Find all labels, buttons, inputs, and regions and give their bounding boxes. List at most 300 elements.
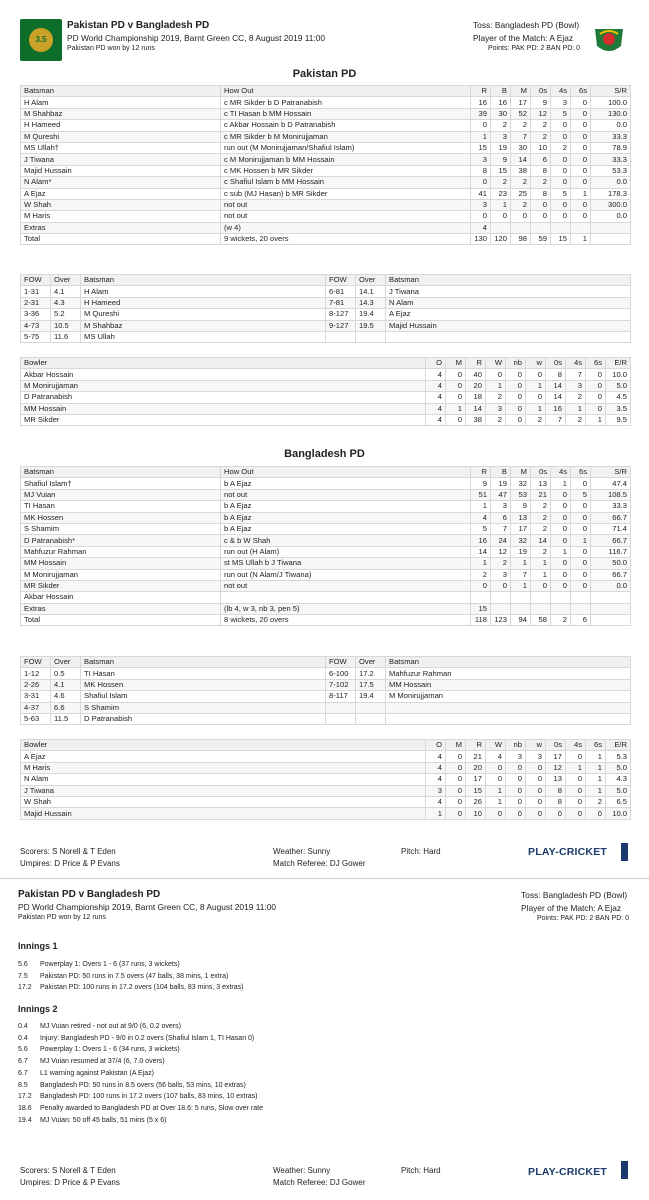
pitch: Pitch: Hard: [401, 847, 441, 856]
stat-cell: 3: [491, 501, 511, 512]
column-header: FOW: [21, 657, 51, 668]
over-number: 6.7: [18, 1069, 28, 1077]
column-header: 6s: [586, 358, 606, 369]
column-header: 0s: [531, 86, 551, 97]
empty-cell: [591, 603, 631, 614]
batsman-name: MJ Vuian: [21, 489, 221, 500]
stat-cell: 0: [446, 762, 466, 773]
stat-cell: 18: [466, 392, 486, 403]
column-header: Bowler: [21, 358, 426, 369]
over-log-item: [18, 1058, 165, 1065]
batsman-name: H Alam: [21, 97, 221, 108]
column-header: 4s: [551, 467, 571, 478]
stat-cell: 2: [526, 414, 546, 425]
fow-cell: 4.3: [51, 297, 81, 308]
stat-cell: 20: [466, 762, 486, 773]
stat-cell: 1: [571, 535, 591, 546]
column-header: 6s: [571, 86, 591, 97]
stat-cell: [571, 592, 591, 603]
stat-cell: 4.3: [606, 774, 631, 785]
column-header: Batsman: [81, 275, 326, 286]
total-cell: Total: [21, 615, 221, 626]
total-cell: 94: [511, 615, 531, 626]
stat-cell: 0: [546, 808, 566, 819]
stat-cell: 0: [446, 796, 466, 807]
stat-cell: 0: [446, 392, 466, 403]
innings1-bowling-table: [20, 357, 631, 426]
fow-cell: H Alam: [81, 286, 326, 297]
stat-cell: 0: [506, 774, 526, 785]
stat-cell: 33.3: [591, 501, 631, 512]
bowling-row: [21, 796, 631, 807]
stat-cell: 14: [471, 546, 491, 557]
stat-cell: 6: [491, 512, 511, 523]
stat-cell: 108.5: [591, 489, 631, 500]
column-header: 4s: [551, 86, 571, 97]
stat-cell: 8: [546, 785, 566, 796]
column-header: M: [511, 86, 531, 97]
how-out: run out (N Alam/J Tiwana): [221, 569, 471, 580]
fow-cell: M Monirujjaman: [386, 691, 631, 702]
column-header: 0s: [546, 358, 566, 369]
innings1-fow-table: [20, 274, 631, 343]
column-header: How Out: [221, 86, 471, 97]
fow-row: [21, 691, 631, 702]
empty-cell: [571, 603, 591, 614]
fow-cell: [356, 331, 386, 342]
stat-cell: 0: [531, 211, 551, 222]
fow-cell: 5-75: [21, 331, 51, 342]
total-cell: 123: [491, 615, 511, 626]
column-header: Over: [51, 657, 81, 668]
stat-cell: [551, 592, 571, 603]
fow-cell: 11.5: [51, 713, 81, 724]
stat-cell: [471, 592, 491, 603]
how-out: b A Ejaz: [221, 478, 471, 489]
fow-cell: Mahfuzur Rahman: [386, 668, 631, 679]
fow-cell: H Hameed: [81, 297, 326, 308]
stat-cell: 3: [471, 154, 491, 165]
stat-cell: 3: [551, 97, 571, 108]
stat-cell: 0: [526, 762, 546, 773]
batsman-name: M Qureshi: [21, 131, 221, 142]
stat-cell: 0: [526, 774, 546, 785]
bowler-name: M Haris: [21, 762, 426, 773]
fow-cell: 0.5: [51, 668, 81, 679]
stat-cell: 4: [426, 403, 446, 414]
stat-cell: 0: [531, 580, 551, 591]
stat-cell: 52: [511, 108, 531, 119]
batting-row: [21, 142, 631, 153]
over-log-item: [18, 984, 244, 991]
stat-cell: 0: [571, 120, 591, 131]
extras-cell: Extras: [21, 222, 221, 233]
batting-row: [21, 188, 631, 199]
stat-cell: 9: [511, 501, 531, 512]
page2-scorers: Scorers: S Norell & T Eden: [20, 1166, 116, 1175]
stat-cell: 0: [586, 369, 606, 380]
stat-cell: 9.5: [606, 414, 631, 425]
stat-cell: 0: [551, 120, 571, 131]
fow-cell: [326, 331, 356, 342]
fow-cell: [356, 702, 386, 713]
fow-row: [21, 713, 631, 724]
stat-cell: 10.0: [606, 369, 631, 380]
fow-row: [21, 297, 631, 308]
stat-cell: 0: [506, 414, 526, 425]
bowling-row: [21, 414, 631, 425]
empty-cell: [531, 603, 551, 614]
over-log-item: [18, 1070, 154, 1077]
stat-cell: 2: [511, 120, 531, 131]
over-event: Bangladesh PD: 50 runs in 8.5 overs (56 balls, 53 mins, 10 extras): [40, 1081, 246, 1089]
fow-row: [21, 668, 631, 679]
column-header: How Out: [221, 467, 471, 478]
stat-cell: 1: [586, 414, 606, 425]
empty-cell: [511, 603, 531, 614]
column-header: R: [471, 467, 491, 478]
stat-cell: 15: [491, 165, 511, 176]
stat-cell: 0: [571, 97, 591, 108]
stat-cell: 33.3: [591, 131, 631, 142]
stat-cell: 14: [466, 403, 486, 414]
over-event: Pakistan PD: 50 runs in 7.5 overs (47 balls, 38 mins, 1 extra): [40, 972, 229, 980]
stat-cell: 47: [491, 489, 511, 500]
total-cell: 59: [531, 234, 551, 245]
column-header: Batsman: [81, 657, 326, 668]
stat-cell: 15: [466, 785, 486, 796]
stat-cell: 1: [571, 188, 591, 199]
batsman-name: J Tiwana: [21, 154, 221, 165]
batsman-name: M Haris: [21, 211, 221, 222]
stat-cell: 0: [571, 211, 591, 222]
batsman-name: N Alam*: [21, 177, 221, 188]
stat-cell: 19: [491, 478, 511, 489]
empty-cell: [491, 222, 511, 233]
batsman-name: TI Hasan: [21, 501, 221, 512]
fow-cell: [326, 702, 356, 713]
bowling-row: [21, 785, 631, 796]
match-title: Pakistan PD v Bangladesh PD: [67, 20, 210, 31]
stat-cell: 3: [506, 751, 526, 762]
column-header: FOW: [326, 275, 356, 286]
stat-cell: 3: [526, 751, 546, 762]
stat-cell: [591, 592, 631, 603]
how-out: run out (M Monirujjaman/Shafiul Islam): [221, 142, 471, 153]
pakistan-team-logo: [20, 19, 62, 61]
stat-cell: 0: [446, 414, 466, 425]
stat-cell: 0.0: [591, 177, 631, 188]
bowler-name: J Tiwana: [21, 785, 426, 796]
extras-row: [21, 603, 631, 614]
stat-cell: 1: [531, 558, 551, 569]
batsman-name: S Shamim: [21, 523, 221, 534]
stat-cell: 23: [491, 188, 511, 199]
fow-cell: [386, 702, 631, 713]
column-header: w: [526, 740, 546, 751]
stat-cell: 10: [466, 808, 486, 819]
bowling-row: [21, 380, 631, 391]
stat-cell: 38: [511, 165, 531, 176]
stat-cell: 78.9: [591, 142, 631, 153]
fow-row: [21, 702, 631, 713]
stat-cell: 7: [491, 523, 511, 534]
empty-cell: [551, 603, 571, 614]
stat-cell: 0: [486, 762, 506, 773]
stat-cell: 0: [506, 369, 526, 380]
page2-play-cricket-logo: PLAY-CRICKET: [528, 1166, 608, 1178]
stat-cell: 0: [571, 177, 591, 188]
stat-cell: 1: [586, 751, 606, 762]
stat-cell: 1: [531, 569, 551, 580]
empty-cell: [571, 222, 591, 233]
fow-cell: S Shamim: [81, 702, 326, 713]
stat-cell: 5: [471, 523, 491, 534]
innings2-bowling-table: [20, 739, 631, 820]
stat-cell: 32: [511, 478, 531, 489]
fow-cell: 3-31: [21, 691, 51, 702]
total-cell: 1: [571, 234, 591, 245]
column-header: Batsman: [386, 275, 631, 286]
fow-cell: D Patranabish: [81, 713, 326, 724]
stat-cell: 19: [511, 546, 531, 557]
column-header: 0s: [546, 740, 566, 751]
batsman-name: A Ejaz: [21, 188, 221, 199]
batting-row: [21, 592, 631, 603]
how-out: st MS Ullah b J Tiwana: [221, 558, 471, 569]
stat-cell: 30: [491, 108, 511, 119]
innings2-team-title: Bangladesh PD: [284, 448, 365, 460]
fow-cell: 6-100: [326, 668, 356, 679]
fow-cell: 14.3: [356, 297, 386, 308]
batsman-name: MR Sikder: [21, 580, 221, 591]
page2-umpires: Umpires: D Price & P Evans: [20, 1178, 120, 1187]
header-row: [21, 358, 631, 369]
column-header: B: [491, 86, 511, 97]
column-header: R: [466, 358, 486, 369]
stat-cell: 130.0: [591, 108, 631, 119]
stat-cell: 2: [486, 414, 506, 425]
stat-cell: 1: [526, 380, 546, 391]
how-out: b A Ejaz: [221, 512, 471, 523]
fow-cell: MK Hossen: [81, 679, 326, 690]
stat-cell: 7: [511, 131, 531, 142]
total-cell: 120: [491, 234, 511, 245]
how-out: not out: [221, 489, 471, 500]
page2-match-title: Pakistan PD v Bangladesh PD: [18, 889, 161, 900]
page2-ecb-crest-icon: [621, 1161, 628, 1179]
bowling-row: [21, 774, 631, 785]
stat-cell: 3: [471, 199, 491, 210]
stat-cell: 0: [571, 569, 591, 580]
stat-cell: 12: [531, 108, 551, 119]
stat-cell: 2: [531, 120, 551, 131]
stat-cell: 0: [571, 165, 591, 176]
batting-row: [21, 165, 631, 176]
total-cell: 9 wickets, 20 overs: [221, 234, 471, 245]
batsman-name: Mahfuzur Rahman: [21, 546, 221, 557]
stat-cell: 2: [566, 414, 586, 425]
stat-cell: 0: [551, 489, 571, 500]
stat-cell: 1: [446, 403, 466, 414]
over-event: MJ Vuian: 50 off 45 balls, 51 mins (5 x 6): [40, 1116, 167, 1124]
over-number: 8.5: [18, 1081, 28, 1089]
stat-cell: 0: [506, 785, 526, 796]
stat-cell: 0: [571, 131, 591, 142]
column-header: FOW: [326, 657, 356, 668]
stat-cell: 9: [471, 478, 491, 489]
bowler-name: MR Sikder: [21, 414, 426, 425]
stat-cell: 1: [511, 558, 531, 569]
stat-cell: 19: [491, 142, 511, 153]
stat-cell: 5.0: [606, 762, 631, 773]
page2-pitch: Pitch: Hard: [401, 1166, 441, 1175]
over-number: 7.5: [18, 972, 28, 980]
bowling-row: [21, 403, 631, 414]
stat-cell: 4: [471, 512, 491, 523]
bowler-name: M Monirujjaman: [21, 380, 426, 391]
stat-cell: 0: [586, 403, 606, 414]
stat-cell: 1: [586, 785, 606, 796]
over-log-item: [18, 1046, 180, 1053]
stat-cell: 0: [491, 580, 511, 591]
fow-row: [21, 320, 631, 331]
bowler-name: N Alam: [21, 774, 426, 785]
stat-cell: 0: [506, 380, 526, 391]
fow-cell: 4-37: [21, 702, 51, 713]
stat-cell: 0: [506, 392, 526, 403]
stat-cell: 0: [551, 512, 571, 523]
fow-cell: 1-12: [21, 668, 51, 679]
how-out: run out (H Alam): [221, 546, 471, 557]
stat-cell: 0: [566, 808, 586, 819]
batting-row: [21, 523, 631, 534]
batting-row: [21, 177, 631, 188]
stat-cell: 4: [426, 751, 446, 762]
page2-match-result: Pakistan PD won by 12 runs: [18, 914, 106, 921]
extras-cell: Extras: [21, 603, 221, 614]
scorers: Scorers: S Norell & T Eden: [20, 847, 116, 856]
column-header: 4s: [566, 358, 586, 369]
innings1-batting-table: [20, 85, 631, 245]
stat-cell: 2: [531, 131, 551, 142]
stat-cell: 0: [551, 558, 571, 569]
stat-cell: 3: [486, 403, 506, 414]
column-header: R: [466, 740, 486, 751]
batting-row: [21, 512, 631, 523]
stat-cell: 4: [486, 751, 506, 762]
page-divider: [0, 878, 649, 879]
stat-cell: 8: [471, 165, 491, 176]
total-cell: 15: [551, 234, 571, 245]
stat-cell: 0: [551, 154, 571, 165]
column-header: Batsman: [386, 657, 631, 668]
empty-cell: [491, 603, 511, 614]
stat-cell: 0: [551, 165, 571, 176]
stat-cell: 17: [511, 523, 531, 534]
stat-cell: 6: [531, 154, 551, 165]
total-row: [21, 234, 631, 245]
stat-cell: 5: [551, 108, 571, 119]
empty-cell: [551, 222, 571, 233]
over-number: 6.7: [18, 1058, 28, 1066]
stat-cell: 0: [486, 808, 506, 819]
stat-cell: 0: [571, 142, 591, 153]
stat-cell: 0: [586, 392, 606, 403]
total-cell: 58: [531, 615, 551, 626]
stat-cell: 4: [426, 762, 446, 773]
stat-cell: 16: [471, 97, 491, 108]
stat-cell: 5: [551, 188, 571, 199]
innings2-log-title: Innings 2: [18, 1004, 58, 1014]
column-header: R: [471, 86, 491, 97]
stat-cell: 8: [546, 369, 566, 380]
column-header: B: [491, 467, 511, 478]
stat-cell: 66.7: [591, 569, 631, 580]
fow-cell: 2-26: [21, 679, 51, 690]
stat-cell: 0: [566, 785, 586, 796]
stat-cell: 4: [426, 414, 446, 425]
stat-cell: 0: [526, 808, 546, 819]
stat-cell: 21: [466, 751, 486, 762]
stat-cell: 0: [571, 108, 591, 119]
header-row: [21, 86, 631, 97]
stat-cell: 0: [551, 523, 571, 534]
stat-cell: 0: [551, 199, 571, 210]
batsman-name: MM Hossain: [21, 558, 221, 569]
over-number: 17.2: [18, 1093, 32, 1101]
fow-row: [21, 331, 631, 342]
batting-row: [21, 154, 631, 165]
match-result: Pakistan PD won by 12 runs: [67, 45, 155, 52]
how-out: c Shafiul Islam b MM Hossain: [221, 177, 471, 188]
stat-cell: 9: [491, 154, 511, 165]
stat-cell: 16: [471, 535, 491, 546]
stat-cell: 38: [466, 414, 486, 425]
stat-cell: [511, 592, 531, 603]
over-event: Injury: Bangladesh PD - 9/0 in 0.2 overs (Shafiul Islam 1, TI Hasan 0): [40, 1034, 255, 1042]
fow-cell: 4.6: [51, 691, 81, 702]
bowler-name: Majid Hussain: [21, 808, 426, 819]
fow-cell: 5-63: [21, 713, 51, 724]
extras-cell: (w 4): [221, 222, 471, 233]
bowler-name: MM Hossain: [21, 403, 426, 414]
fow-cell: M Shahbaz: [81, 320, 326, 331]
stat-cell: 0: [471, 120, 491, 131]
batting-row: [21, 501, 631, 512]
stat-cell: 0: [551, 580, 571, 591]
batsman-name: M Shahbaz: [21, 108, 221, 119]
column-header: S/R: [591, 467, 631, 478]
stat-cell: 0: [551, 569, 571, 580]
page2-match-info: PD World Championship 2019, Barnt Green CC, 8 August 2019 11:00: [18, 902, 277, 912]
points-info: Points: PAK PD: 2 BAN PD: 0: [488, 45, 581, 52]
stat-cell: 0: [511, 211, 531, 222]
column-header: E/R: [606, 740, 631, 751]
fow-cell: 19.4: [356, 691, 386, 702]
over-number: 0.4: [18, 1034, 28, 1042]
stat-cell: 0: [551, 177, 571, 188]
over-log-item: [18, 1023, 181, 1030]
over-event: L1 warning against Pakistan (A Ejaz): [40, 1069, 155, 1077]
stat-cell: 0: [446, 369, 466, 380]
over-log-item: [18, 1035, 254, 1042]
batsman-name: MK Hossen: [21, 512, 221, 523]
stat-cell: 53: [511, 489, 531, 500]
column-header: W: [486, 358, 506, 369]
stat-cell: 2: [471, 569, 491, 580]
header-row: [21, 657, 631, 668]
